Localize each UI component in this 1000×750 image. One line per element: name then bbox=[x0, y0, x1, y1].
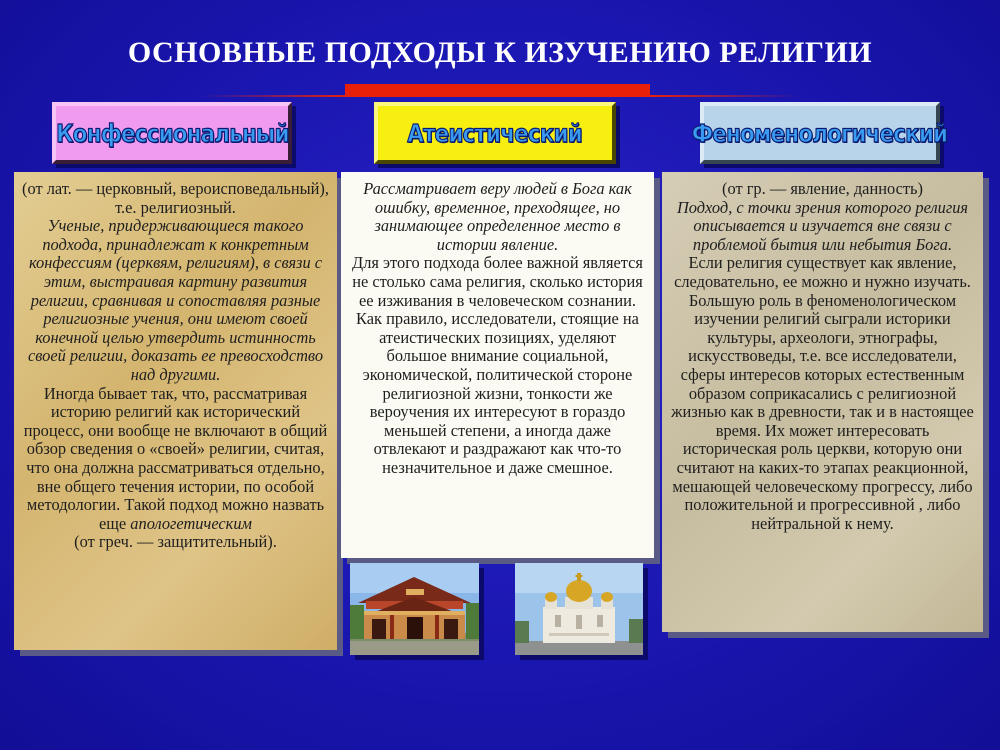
temple-gate-photo bbox=[350, 563, 479, 655]
confessional-history-text: Иногда бывает так, что, рассматривая историю религий как исторический процесс, они вообще не включают в общий обзор сведения о «своей» религии, считая, что она должна рассматриваться отдельно, вне общего течения истории, по особой методологии. Такой подход можно назвать еще bbox=[23, 383, 328, 533]
tab-atheistic bbox=[374, 102, 616, 164]
confessional-definition: (от лат. — церковный, вероисповедальный), т.е. религиозный. bbox=[22, 179, 329, 217]
slide-title: ОСНОВНЫЕ ПОДХОДЫ К ИЗУЧЕНИЮ РЕЛИГИИ bbox=[127, 36, 873, 69]
confessional-history-note bbox=[22, 385, 329, 534]
tab-confessional-label: Конфессиональный bbox=[55, 118, 289, 148]
atheistic-researchers: Как правило, исследователи, стоящие на атеистических позициях, уделяют большое внимание социальной, экономической, политической стороне религиозной жизни, тонкости же вероучения их интересуют в гораздо меньшей степени, а иногда даже отвлекают и раздражают как что-то незначительное и даже смешное. bbox=[356, 309, 639, 477]
cathedral-photo bbox=[515, 563, 643, 655]
phenomenological-description: Подход, с точки зрения которого религия описывается и изучается вне связи с проблемой бытия или небытия Бога. bbox=[676, 197, 969, 254]
atheistic-definition: Рассматривает веру людей в Бога как ошибку, временное, преходящее, но занимающее определенное место в истории явление. bbox=[363, 179, 632, 254]
card-atheistic bbox=[341, 172, 654, 558]
title-underline-line bbox=[200, 95, 800, 97]
tab-phenomenological bbox=[692, 102, 948, 164]
tab-confessional bbox=[52, 102, 292, 164]
apologetic-term: апологетическим bbox=[130, 513, 252, 533]
atheistic-focus: Для этого подхода более важной является не столько сама религия, сколько история ее изживания в человеческом сознании. bbox=[352, 253, 643, 310]
apologetic-definition: (от греч. — защитительный). bbox=[74, 532, 277, 552]
tab-atheistic-label: Атеистический bbox=[407, 118, 583, 148]
phenomenological-details: Если религия существует как явление, следовательно, ее можно и нужно изучать. Большую роль в феноменологическом изучении религий сыграли историки культуры, археологи, этнографы, искусствоведы, т.е. все исследователи, сферы интересов которых естественным образом соприкасались с религиозной жизнью как в древности, так и в настоящее время. Их может интересовать историческая роль церкви, которую они считают на каких-то этапах реакционной, мешающей человеческому прогрессу, либо положительной и прогрессивной , либо нейтральной к нему. bbox=[671, 253, 974, 533]
card-confessional bbox=[14, 172, 337, 650]
phenomenological-definition: (от гр. — явление, данность) bbox=[722, 179, 923, 198]
tab-phenomenological-label: Феноменологический bbox=[692, 118, 948, 148]
confessional-description: Ученые, придерживающиеся такого подхода, принадлежат к конкретным конфессиям (церквям, религиям), в связи с этим, выстраивая картину развития религии, сравнивая и сопоставляя разные религиозные учения, они имеют своей конечной целью утвердить истинность своей религии, доказать ее превосходство над другими. bbox=[27, 216, 324, 384]
card-phenomenological bbox=[662, 172, 983, 632]
